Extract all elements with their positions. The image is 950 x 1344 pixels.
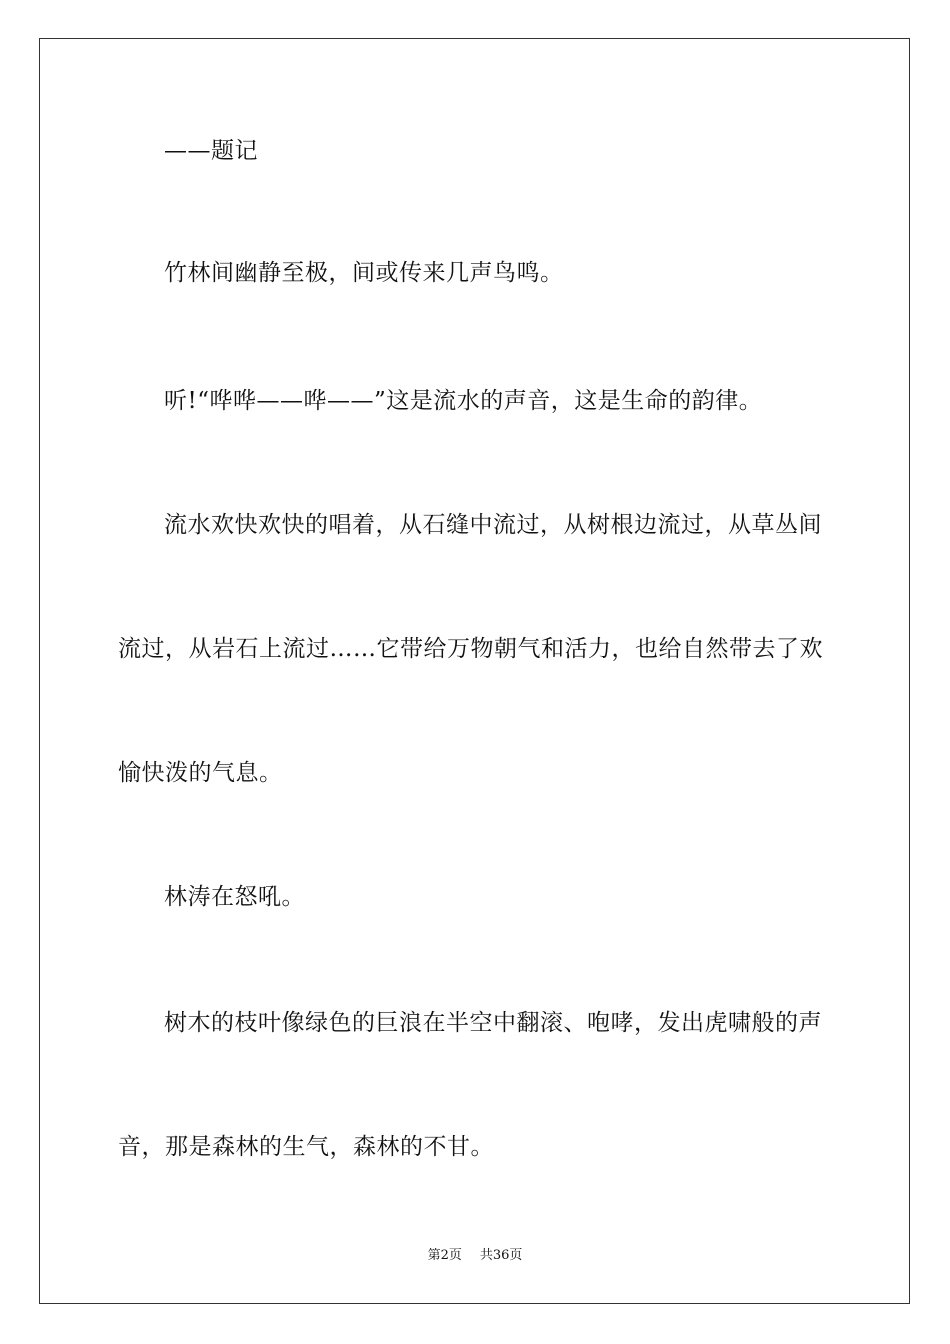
page-total: 共36页 [479,1248,523,1263]
page-footer [0,1247,950,1265]
paragraph-line: 竹林间幽静至极，间或传来几声鸟鸣。 [164,260,564,286]
epigraph-line: ——题记 [164,138,258,164]
page-number: 第2页 [427,1248,462,1263]
paragraph-line: 流水欢快欢快的唱着，从石缝中流过，从树根边流过，从草丛间 [164,512,822,538]
page-border [39,38,910,1304]
paragraph-line: 树木的枝叶像绿色的巨浪在半空中翻滚、咆哮，发出虎啸般的声 [164,1010,822,1036]
paragraph-line: 林涛在怒吼。 [164,884,305,910]
paragraph-line: 听!“哗哗——哗——”这是流水的声音，这是生命的韵律。 [164,388,763,414]
paragraph-line: 愉快泼的气息。 [118,760,283,786]
paragraph-line: 流过，从岩石上流过……它带给万物朝气和活力，也给自然带去了欢 [118,636,823,662]
paragraph-line: 音，那是森林的生气，森林的不甘。 [118,1134,494,1160]
